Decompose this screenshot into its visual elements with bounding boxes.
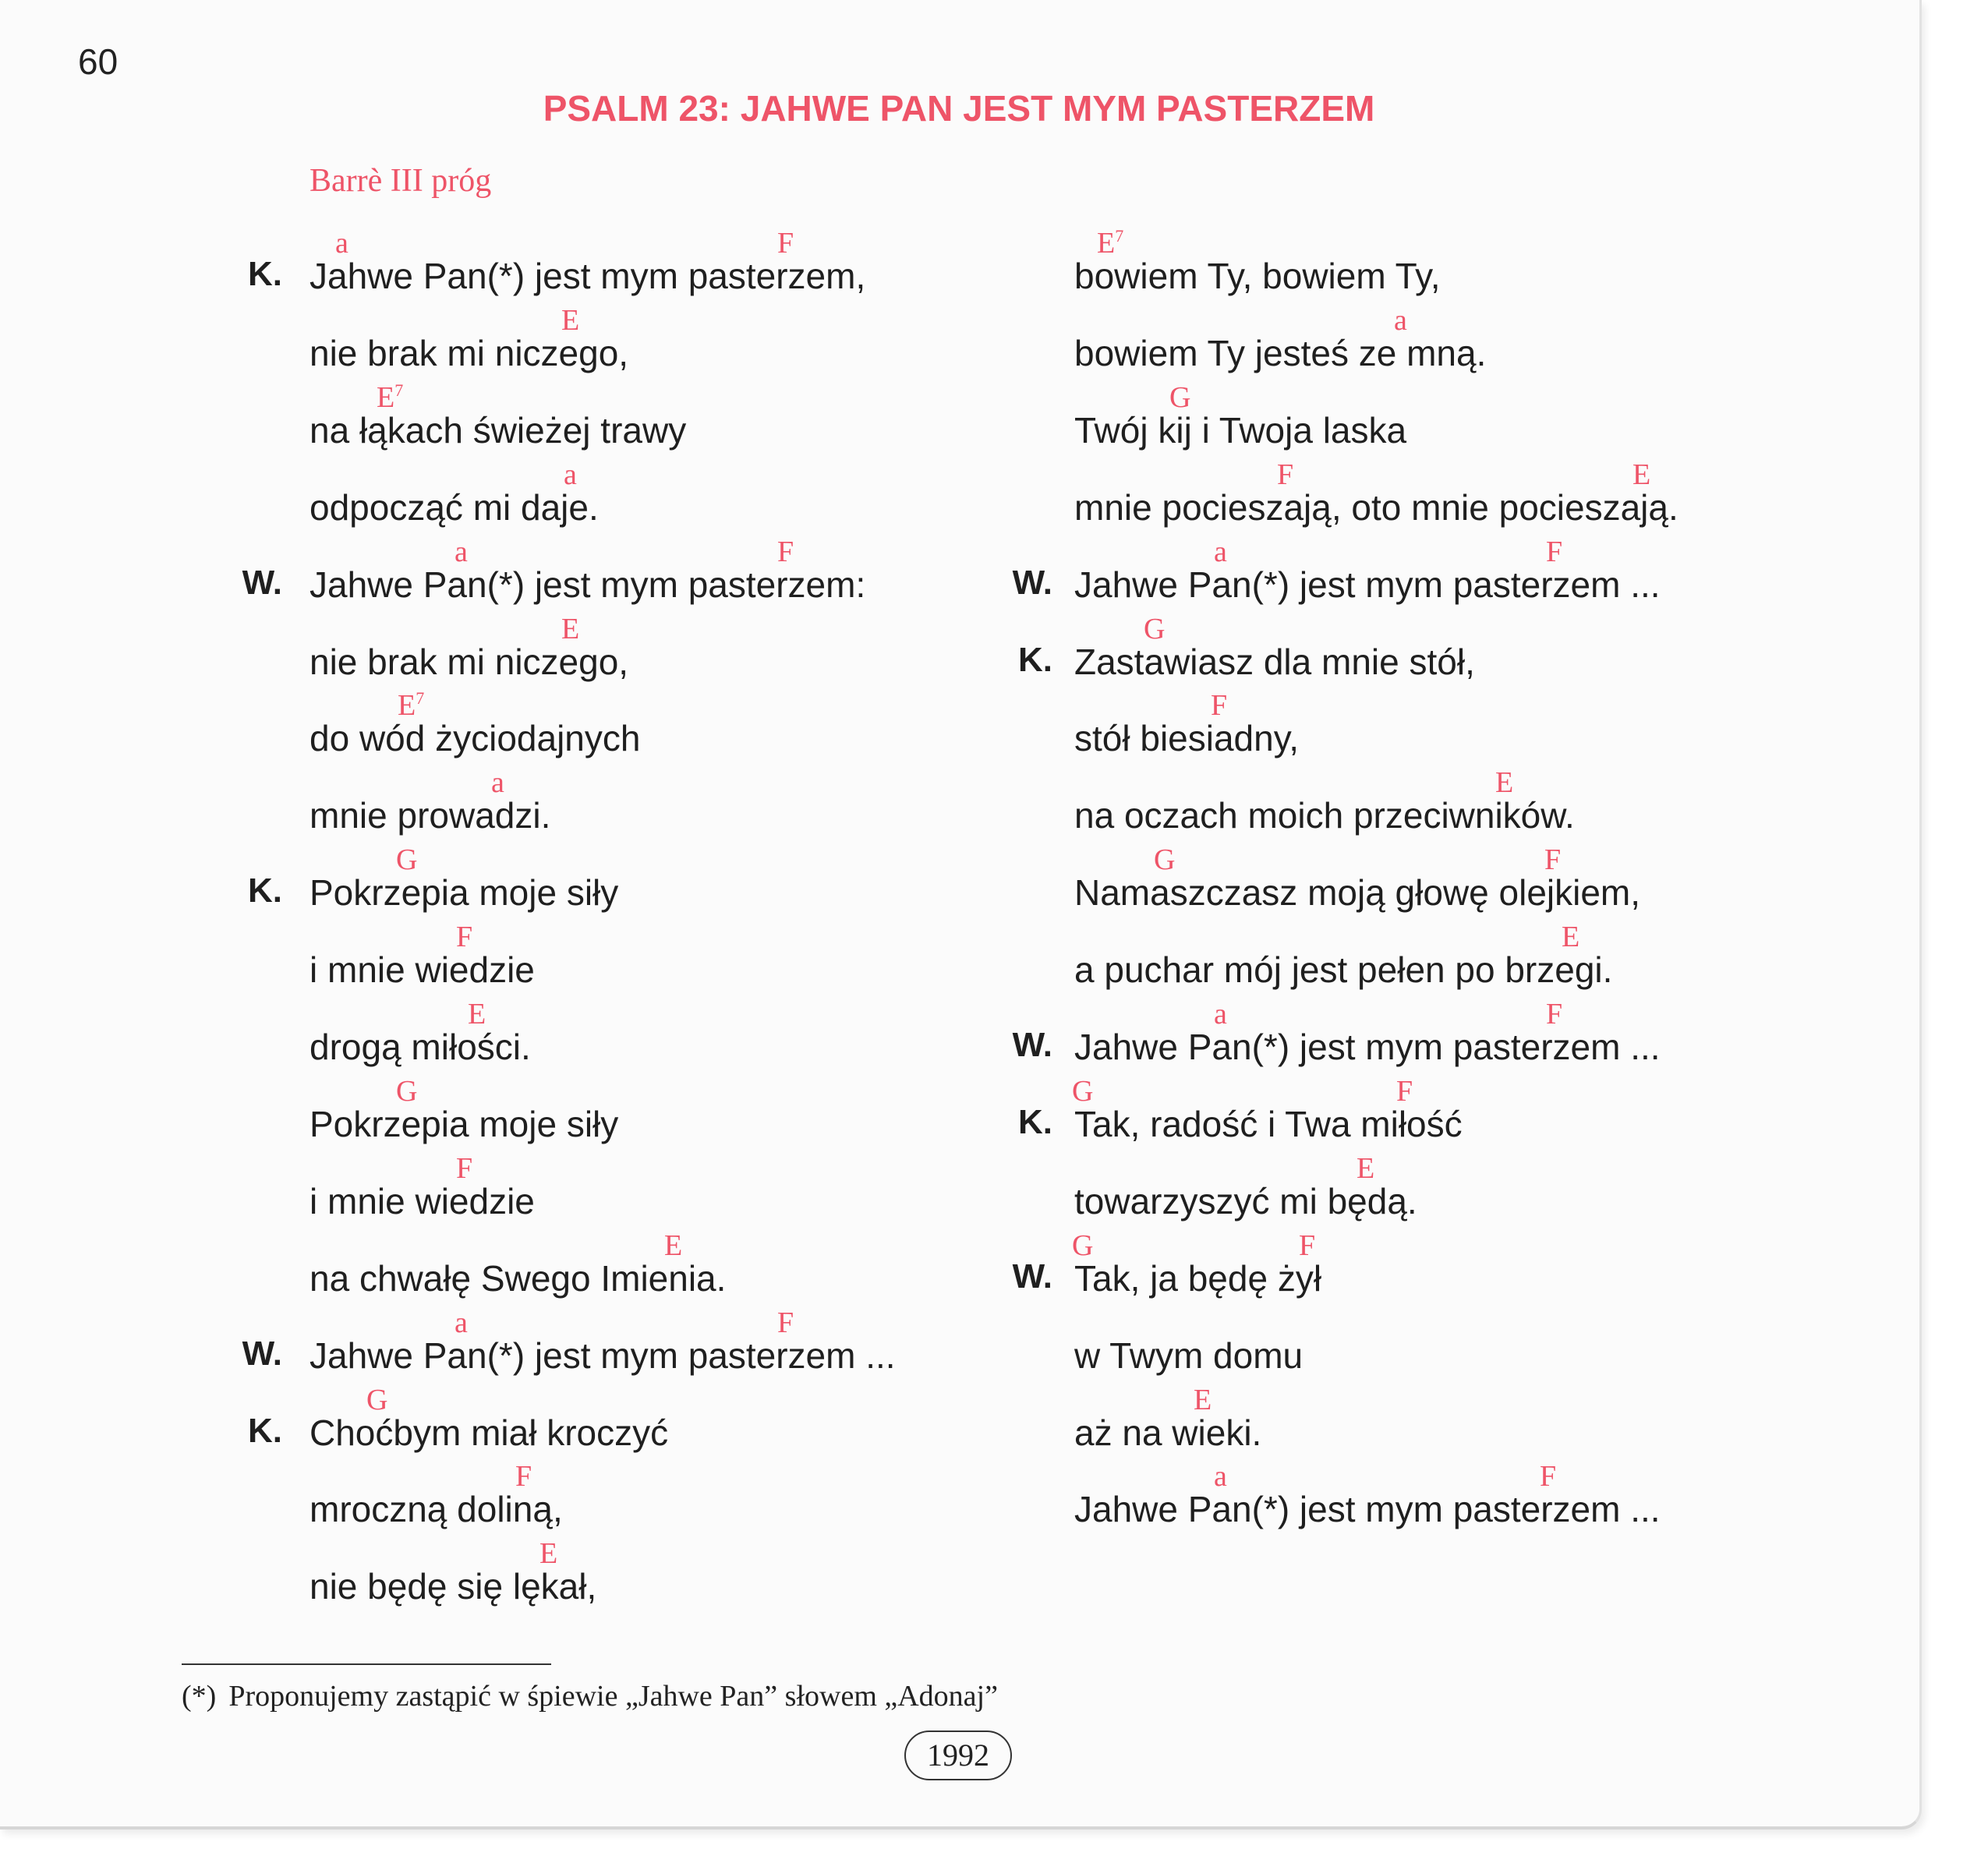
chord-symbol <box>1277 458 1293 492</box>
lyric-line <box>0 920 1613 991</box>
lyric-text: nie będę się lękał, <box>310 1566 597 1607</box>
chord-name: a <box>455 535 468 568</box>
lyric-text: stół biesiadny, <box>1074 718 1300 759</box>
chord-symbol <box>1394 303 1407 338</box>
lyric-text: towarzyszyć mi będą. <box>1074 1180 1417 1221</box>
lyric-line <box>0 1228 1322 1299</box>
lyric-text: Tak, radość i Twa miłość <box>1074 1103 1463 1144</box>
lyric-text: Jahwe Pan(*) jest mym pasterzem ... <box>1074 1489 1661 1530</box>
chord-name: G <box>1154 843 1176 877</box>
lyric-line <box>0 1306 1304 1376</box>
page-number: 60 <box>78 41 119 82</box>
chord-name: F <box>1544 843 1562 877</box>
lyric-line <box>0 612 1475 682</box>
chord-name: E <box>1632 458 1651 491</box>
chord-name: a <box>564 458 577 491</box>
lyric-line <box>0 843 1641 914</box>
lyric-text: na łąkach świeżej trawy <box>310 409 687 451</box>
chord-name: E <box>539 1537 558 1571</box>
chord-symbol <box>1495 765 1513 800</box>
chord-name: a <box>335 227 348 260</box>
part-label: W. <box>242 1334 282 1373</box>
lyric-text: mroczną doliną, <box>310 1489 563 1530</box>
chord-symbol <box>539 1536 557 1571</box>
chord-name: E <box>561 612 580 645</box>
chord-name: F <box>777 535 794 568</box>
lyric-line <box>0 458 1678 528</box>
chord-name: F <box>1299 1228 1316 1262</box>
lyric-text: Twój kij i Twoja laska <box>1074 409 1407 451</box>
chord-name: E <box>377 380 395 414</box>
chord-symbol <box>1097 226 1123 260</box>
lyric-text: mnie prowadzi. <box>310 795 551 836</box>
lyric-line <box>0 1459 1661 1530</box>
chord-name: a <box>455 1306 468 1339</box>
chord-name: F <box>777 1306 794 1339</box>
chord-name: F <box>456 1151 473 1185</box>
lyric-text: Jahwe Pan(*) jest mym pasterzem: <box>310 564 866 605</box>
part-label: K. <box>248 871 282 910</box>
footnote <box>182 1679 998 1713</box>
chord-extension: 7 <box>1115 226 1124 246</box>
chord-name: E <box>398 689 416 723</box>
lyric-line <box>0 303 1487 373</box>
part-label: K. <box>248 1411 282 1450</box>
lyric-text: Choćbym miał kroczyć <box>310 1412 669 1453</box>
chord-symbol <box>1357 1151 1374 1186</box>
capo-note: Barrè III próg <box>310 163 492 199</box>
year-badge: 1992 <box>904 1730 1012 1780</box>
chord-symbol <box>1214 535 1227 569</box>
lyric-text: nie brak mi niczego, <box>310 641 629 682</box>
chord-symbol <box>1562 920 1579 954</box>
lyric-text: na oczach moich przeciwników. <box>1074 795 1575 836</box>
chord-symbol <box>1072 1074 1093 1108</box>
chord-name: G <box>1169 380 1191 414</box>
lyric-text: mnie pocieszają, oto mnie pocieszają. <box>1074 486 1678 528</box>
lyric-line <box>0 765 1575 836</box>
chord-symbol <box>1544 843 1561 877</box>
lyric-line <box>0 535 1661 605</box>
lyric-text: Namaszczasz moją głowę olejkiem, <box>1074 872 1641 914</box>
lyric-line <box>0 997 1661 1067</box>
lyric-text: drogą miłości. <box>310 1027 531 1067</box>
lyric-text: Jahwe Pan(*) jest mym pasterzem ... <box>1074 1027 1661 1067</box>
lyric-text: odpocząć mi daje. <box>310 486 599 528</box>
lyric-text: bowiem Ty, bowiem Ty, <box>1074 256 1441 296</box>
part-label: K. <box>1018 1102 1052 1141</box>
chord-name: G <box>396 1074 418 1108</box>
footnote-text: Proponujemy zastąpić w śpiewie „Jahwe Pan” słowem „Adonaj” <box>228 1680 998 1713</box>
chord-name: F <box>1277 458 1294 491</box>
chord-symbol <box>1214 997 1227 1031</box>
chord-extension: 7 <box>394 380 404 400</box>
chord-symbol <box>1632 458 1650 492</box>
lyric-text: Zastawiasz dla mnie stół, <box>1074 641 1475 682</box>
chord-name: F <box>1211 689 1228 723</box>
lyric-line <box>0 688 1300 759</box>
lyric-text: Pokrzepia moje siły <box>310 872 619 914</box>
lyric-text: na chwałę Swego Imienia. <box>310 1257 727 1299</box>
chord-name: E <box>1495 766 1514 800</box>
chord-name: E <box>664 1228 683 1262</box>
chord-symbol <box>1546 997 1562 1031</box>
lyric-text: Pokrzepia moje siły <box>310 1103 619 1144</box>
chord-name: a <box>1214 535 1227 568</box>
chord-symbol <box>1072 1228 1093 1263</box>
chord-symbol <box>1540 1459 1556 1494</box>
chord-name: E <box>1562 921 1580 954</box>
chord-name: F <box>1396 1074 1413 1108</box>
chord-symbol <box>1299 1228 1315 1263</box>
lyric-text: do wód życiodajnych <box>310 718 641 759</box>
lyric-line <box>0 1383 1262 1453</box>
chord-symbol <box>1214 1459 1227 1494</box>
lyric-line <box>0 1074 1463 1144</box>
part-label: W. <box>1012 1257 1052 1296</box>
chord-name: E <box>561 303 580 337</box>
lyric-text: nie brak mi niczego, <box>310 332 629 373</box>
chord-name: G <box>1072 1228 1094 1262</box>
chord-name: a <box>1214 998 1227 1031</box>
chord-name: G <box>1144 612 1166 645</box>
chord-name: a <box>491 766 504 800</box>
chord-symbol <box>1546 535 1562 569</box>
chord-name: G <box>1072 1074 1094 1108</box>
part-label: K. <box>248 255 282 293</box>
chord-name: F <box>515 1460 532 1494</box>
chord-name: E <box>468 998 486 1031</box>
lyric-line <box>0 226 1441 296</box>
chord-symbol <box>1396 1074 1413 1108</box>
chord-name: E <box>1194 1383 1212 1416</box>
lyric-text: i mnie wiedzie <box>310 949 535 991</box>
chord-name: E <box>1097 227 1116 260</box>
lyric-text: w Twym domu <box>1074 1335 1304 1376</box>
chord-name: F <box>1546 998 1563 1031</box>
footnote-marker: (*) <box>182 1680 217 1713</box>
lyric-line <box>0 380 1407 451</box>
lyric-text: Jahwe Pan(*) jest mym pasterzem, <box>310 256 866 296</box>
chord-name: F <box>777 227 794 260</box>
chord-name: a <box>1214 1460 1227 1494</box>
lyric-text: aż na wieki. <box>1074 1412 1262 1453</box>
lyric-line <box>0 1151 1417 1221</box>
chord-name: E <box>1357 1151 1375 1185</box>
part-label: K. <box>1018 640 1052 679</box>
lyric-text: Jahwe Pan(*) jest mym pasterzem ... <box>310 1335 896 1376</box>
song-title: PSALM 23: JAHWE PAN JEST MYM PASTERZEM <box>543 88 1375 129</box>
chord-symbol <box>1169 380 1190 415</box>
part-label: W. <box>1012 563 1052 602</box>
lyric-text: i mnie wiedzie <box>310 1180 535 1221</box>
lyric-text: bowiem Ty jesteś ze mną. <box>1074 332 1487 373</box>
chord-name: G <box>366 1383 388 1416</box>
chord-symbol <box>1154 843 1175 877</box>
part-label: W. <box>242 563 282 602</box>
lyric-line <box>0 1536 936 1607</box>
footnote-divider <box>182 1663 551 1665</box>
part-label: W. <box>1012 1026 1052 1064</box>
chord-symbol <box>1194 1383 1212 1417</box>
chord-symbol <box>1211 688 1227 723</box>
chord-name: F <box>456 921 473 954</box>
chord-name: a <box>1394 303 1407 337</box>
lyric-text: Jahwe Pan(*) jest mym pasterzem ... <box>1074 564 1661 605</box>
chord-extension: 7 <box>416 688 425 709</box>
chord-name: G <box>396 843 418 877</box>
lyric-text: a puchar mój jest pełen po brzegi. <box>1074 949 1613 991</box>
chord-symbol <box>1144 612 1165 646</box>
chord-name: F <box>1546 535 1563 568</box>
chord-name: F <box>1540 1460 1557 1494</box>
lyric-text: Tak, ja będę żył <box>1074 1257 1322 1299</box>
